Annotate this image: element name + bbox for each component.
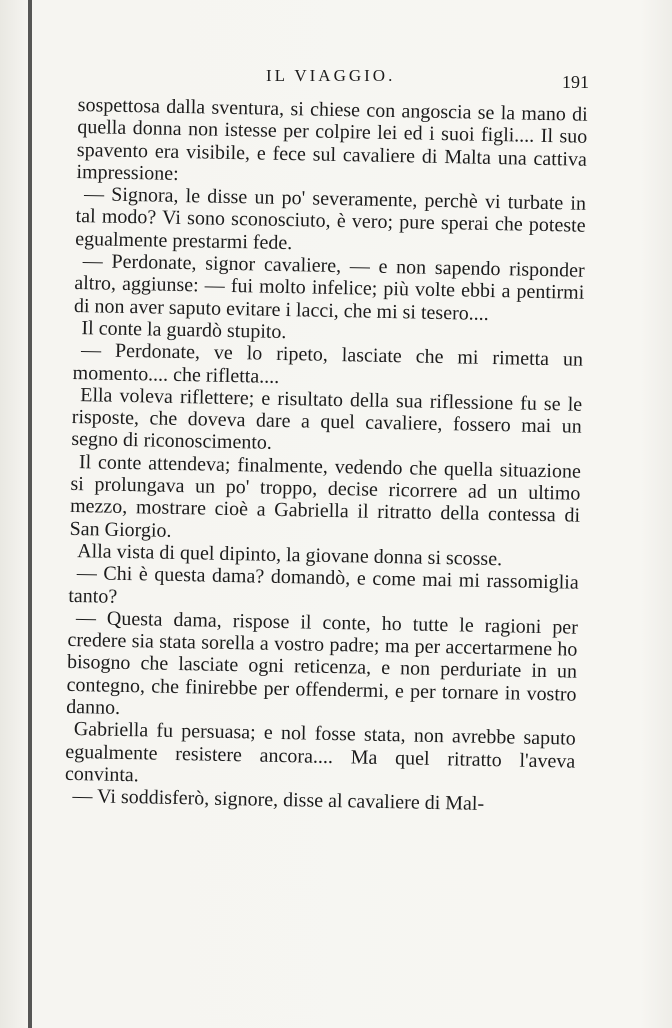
body-text: [64, 94, 588, 817]
paragraph: — Perdonate, ve lo ripeto, lasciate che mi rimetta un momento.... che rifletta....: [72, 339, 584, 388]
paragraph: — Chi è questa dama? domandò, e come mai mi rassomiglia tanto?: [68, 562, 579, 608]
running-title: IL VIAGGIO.: [266, 66, 396, 85]
paragraph: — Signora, le disse un po' severamente, perchè vi turbate in tal modo? Vi sono sconosciuto, è vero; pure sperai che poteste egualmente prestarmi fede.: [75, 183, 587, 254]
paragraph: Il conte attendeva; finalmente, vedendo che quella situazione si prolungava un po' troppo, decise ricorrere ad un ultimo mezzo, mostrare cioè a Gabriella il ritratto della contessa di San Giorgio.: [69, 450, 582, 542]
paragraph: Gabriella fu persuasa; e nol fosse stata, non avrebbe saputo egualmente resistere ancora.... Ma quel ritratto l'aveva convinta.: [64, 718, 576, 787]
paragraph: Alla vista di quel dipinto, la giovane donna si scosse.: [77, 540, 503, 571]
paragraph: — Questa dama, rispose il conte, ho tutte le ragioni per credere sia stata sorella a vostro padre; ma per accertarmene ho bisogno che lasciate ogni reticenza, e non perduriate in un contegno, che finirebbe per offendermi, e per tornare in vostro danno.: [66, 606, 579, 719]
page-number: 191: [562, 72, 589, 92]
paragraph: — Perdonate, signor cavaliere, — e non sapendo risponder altro, aggiunse: — fui molto infelice; più volte ebbi a pentirmi di non aver saputo evitare i lacci, che mi si tesero....: [73, 250, 585, 325]
book-spine-edge: [28, 0, 32, 1028]
paragraph: Il conte la guardò stupito.: [81, 317, 287, 344]
paragraph: — Vi soddisferò, signore, disse al cavaliere di Mal-: [72, 785, 485, 816]
paragraph: Ella voleva riflettere; e risultato della sua riflessione fu se le risposte, che doveva dare a quel cavaliere, fossero mai un segno di riconoscimento.: [71, 383, 583, 455]
paragraph: sospettosa dalla sventura, si chiese con angoscia se la mano di quella donna non istesse per colpire lei ed i suoi figli.... Il suo spavento era visibile, e fece sul cavaliere di Malta una cattiva impressione:: [76, 94, 588, 185]
